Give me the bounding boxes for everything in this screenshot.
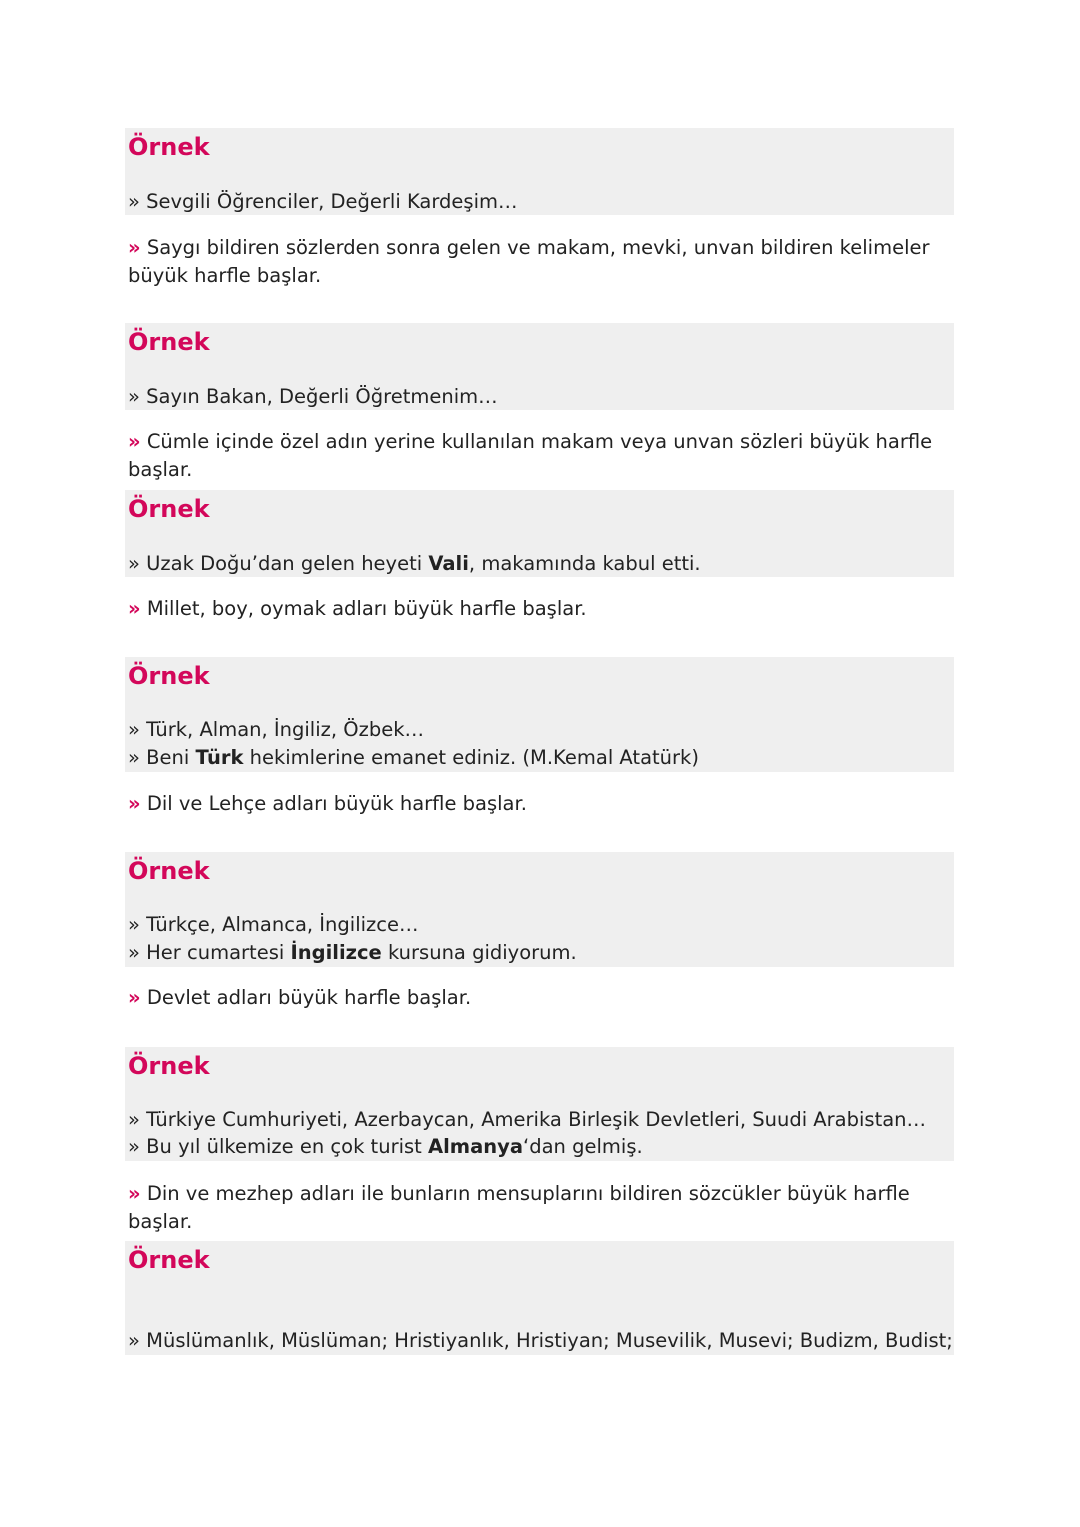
example-title: Örnek (128, 857, 210, 885)
example-box (125, 1241, 954, 1355)
example-line: » Müslümanlık, Müslüman; Hristiyanlık, Hristiyan; Musevilik, Musevi; Budizm, Budist; (128, 1329, 953, 1352)
example-line: » Beni Türk hekimlerine emanet ediniz. (M.Kemal Atatürk) (128, 746, 699, 769)
example-line: » Bu yıl ülkemize en çok turist Almanya‘dan gelmiş. (128, 1135, 643, 1158)
bullet-glyph: » (128, 941, 140, 964)
bullet-glyph: » (128, 1182, 141, 1205)
example-box (125, 852, 954, 967)
example-title: Örnek (128, 133, 210, 161)
example-box (125, 1047, 954, 1161)
example-line: » Türkçe, Almanca, İngilizce… (128, 913, 419, 936)
example-line: » Her cumartesi İngilizce kursuna gidiyorum. (128, 941, 577, 964)
bullet-glyph: » (128, 236, 141, 259)
bullet-glyph: » (128, 1108, 140, 1131)
bullet-glyph: » (128, 430, 141, 453)
example-title: Örnek (128, 1246, 210, 1274)
bullet-glyph: » (128, 746, 140, 769)
rule-text: » Millet, boy, oymak adları büyük harfle başlar. (128, 597, 587, 620)
example-title: Örnek (128, 495, 210, 523)
example-line: » Sayın Bakan, Değerli Öğretmenim… (128, 385, 498, 408)
bullet-glyph: » (128, 792, 141, 815)
rule-text: » Cümle içinde özel adın yerine kullanılan makam veya unvan sözleri büyük harfle başlar. (128, 430, 933, 481)
bullet-glyph: » (128, 913, 140, 936)
example-line: » Uzak Doğu’dan gelen heyeti Vali, makamında kabul etti. (128, 552, 701, 575)
example-line: » Sevgili Öğrenciler, Değerli Kardeşim… (128, 190, 518, 213)
example-box (125, 323, 954, 410)
bullet-glyph: » (128, 552, 140, 575)
example-box (125, 490, 954, 577)
bullet-glyph: » (128, 1135, 140, 1158)
rule-text: » Din ve mezhep adları ile bunların mensuplarını bildiren sözcükler büyük harfle başlar. (128, 1182, 910, 1233)
example-line: » Türkiye Cumhuriyeti, Azerbaycan, Amerika Birleşik Devletleri, Suudi Arabistan… (128, 1108, 927, 1131)
bullet-glyph: » (128, 718, 140, 741)
bullet-glyph: » (128, 1329, 140, 1352)
bullet-glyph: » (128, 986, 141, 1009)
example-title: Örnek (128, 328, 210, 356)
example-line: » Türk, Alman, İngiliz, Özbek… (128, 718, 425, 741)
rule-text: » Saygı bildiren sözlerden sonra gelen ve makam, mevki, unvan bildiren kelimeler büyük harfle başlar. (128, 236, 930, 287)
example-box (125, 657, 954, 772)
example-box (125, 128, 954, 215)
bullet-glyph: » (128, 190, 140, 213)
example-title: Örnek (128, 662, 210, 690)
bullet-glyph: » (128, 597, 141, 620)
rule-text: » Devlet adları büyük harfle başlar. (128, 986, 472, 1009)
bullet-glyph: » (128, 385, 140, 408)
rule-text: » Dil ve Lehçe adları büyük harfle başlar. (128, 792, 527, 815)
example-title: Örnek (128, 1052, 210, 1080)
